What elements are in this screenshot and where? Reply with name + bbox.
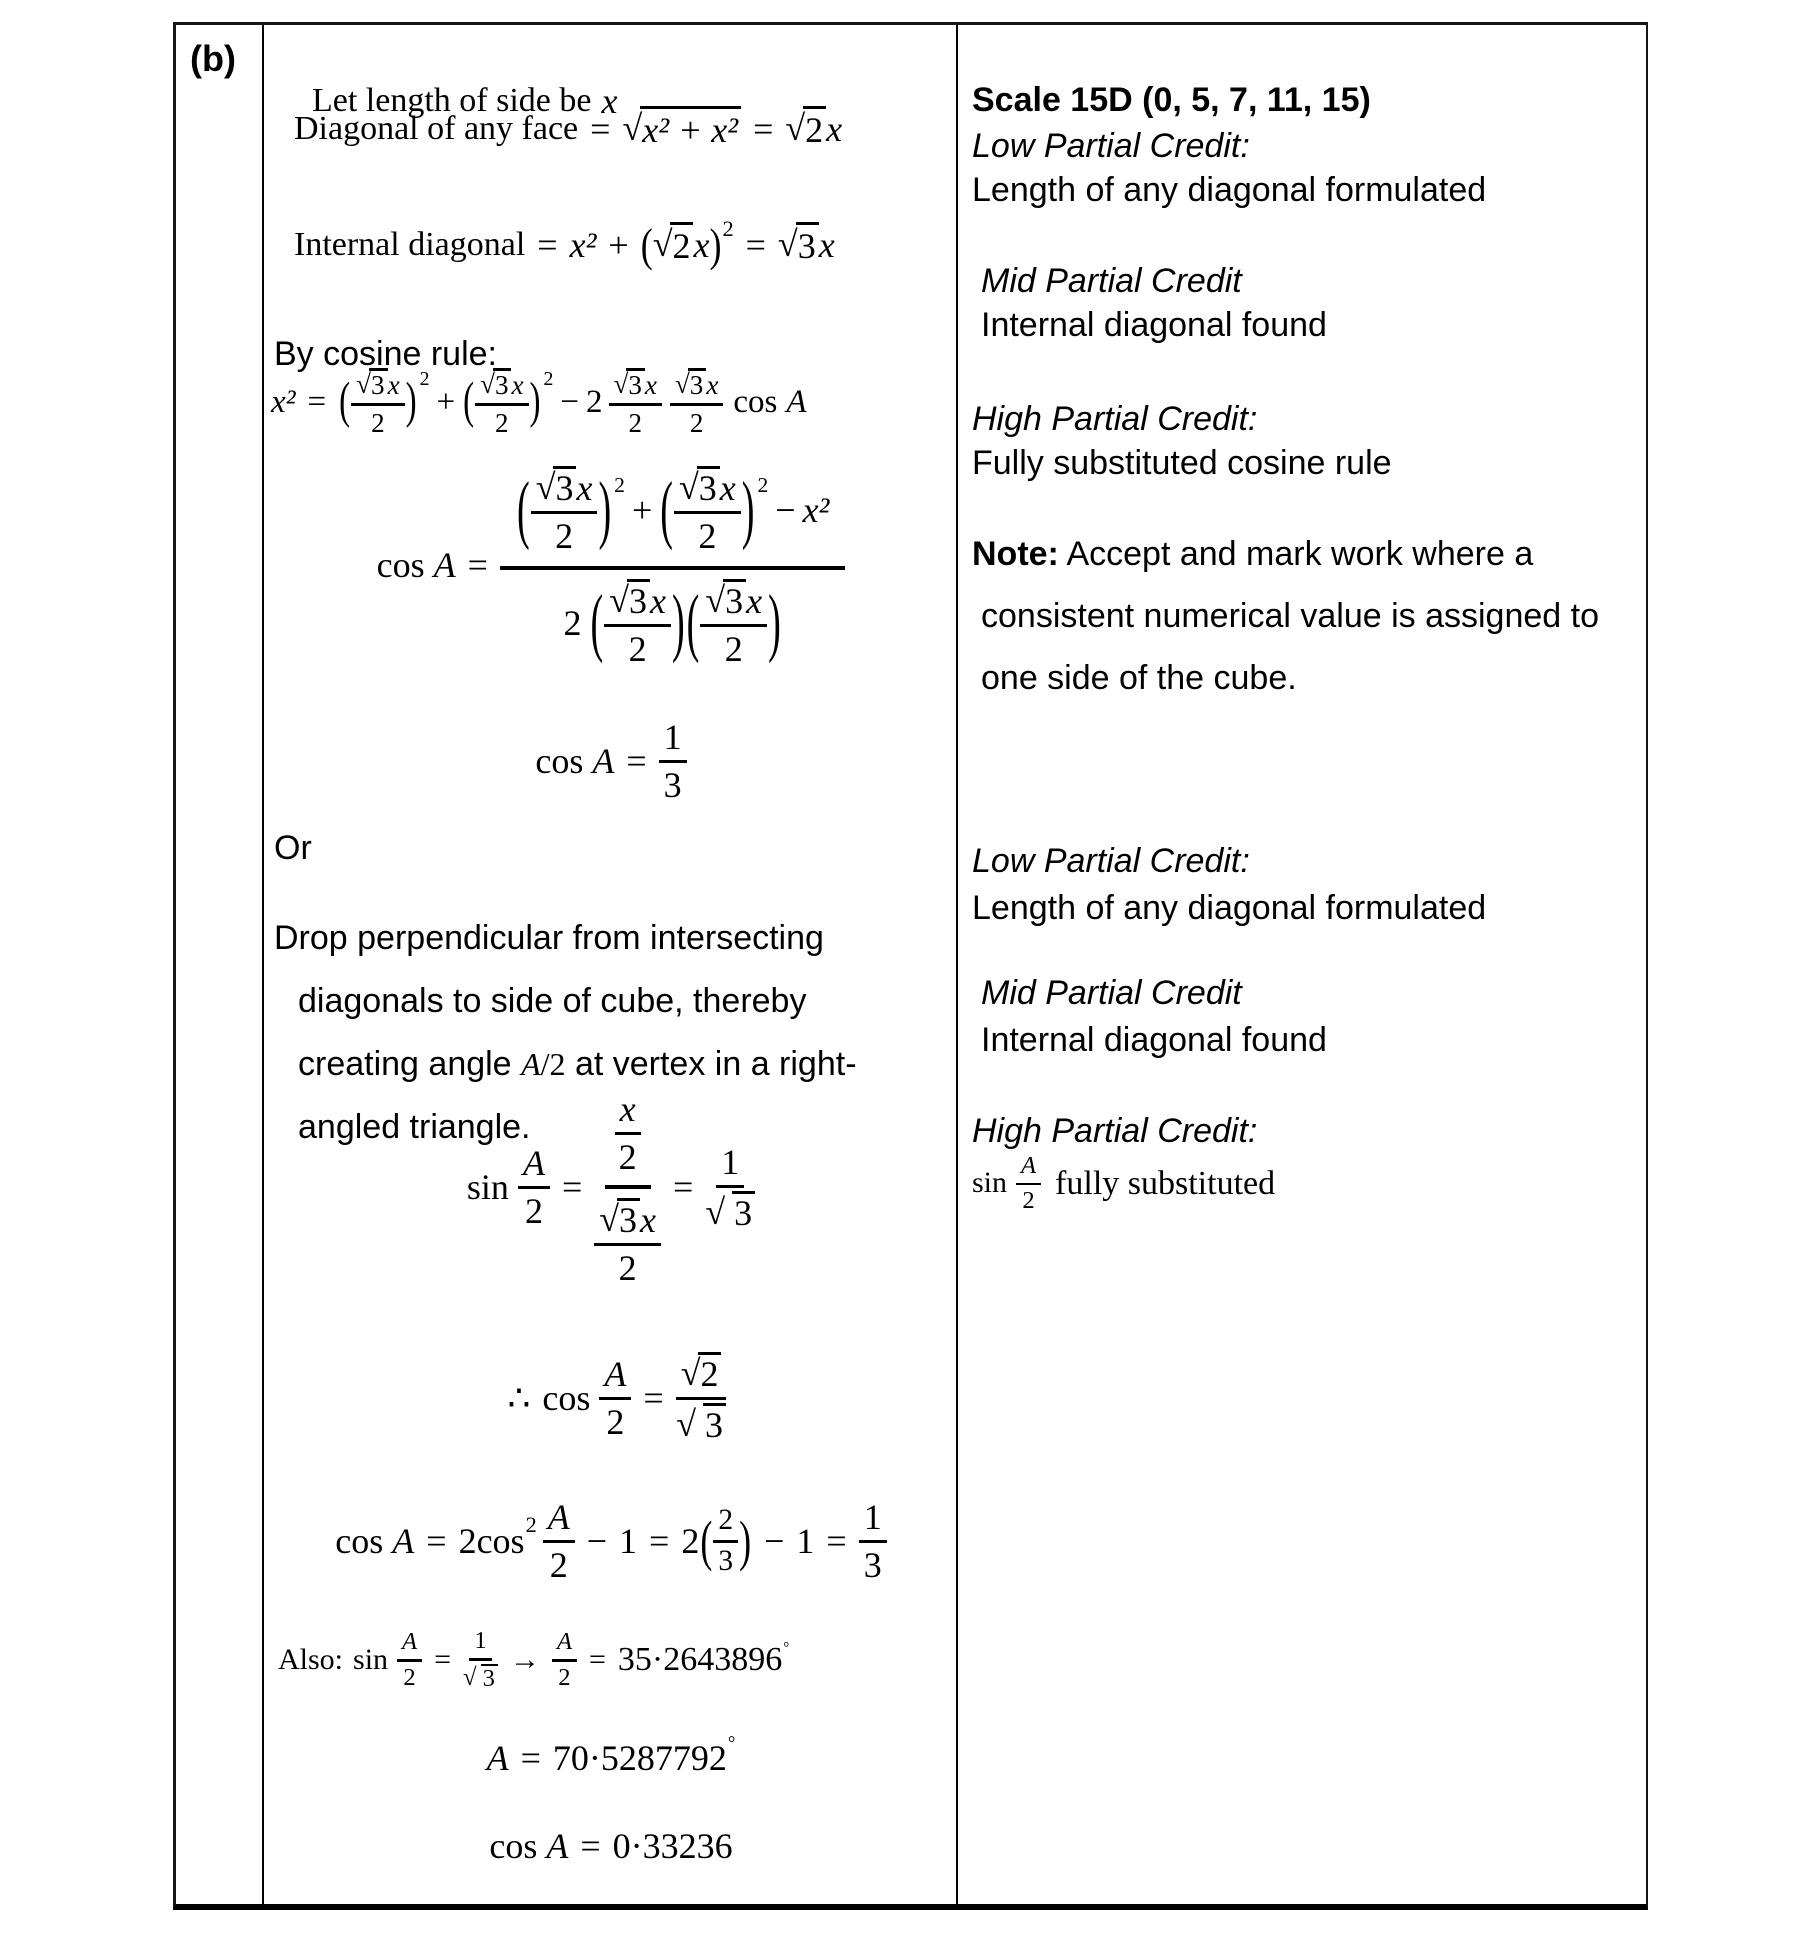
sqrt-sign: √	[785, 107, 806, 148]
var-A: A	[486, 1738, 509, 1778]
denominator: 2	[558, 1663, 571, 1691]
marking-scheme-table	[173, 22, 1648, 1910]
note-paragraph	[972, 523, 1622, 709]
numerator: A	[599, 1354, 631, 1400]
high-partial-credit-label: High Partial Credit:	[972, 400, 1258, 438]
radicand-3: 3	[493, 368, 512, 400]
close-paren: )	[709, 218, 722, 271]
equals-sign: =	[673, 1167, 694, 1208]
fraction-root3x-over-2	[531, 465, 598, 556]
numerator: 1	[659, 717, 687, 763]
sqrt-sign: √	[535, 467, 556, 507]
scale-title: Scale 15D (0, 5, 7, 11, 15)	[972, 81, 1371, 119]
open-paren: (	[660, 468, 673, 553]
cosA-decimal-line	[266, 1825, 956, 1867]
var-x: x	[693, 224, 710, 265]
cos-function: cos	[335, 1520, 384, 1561]
numerator	[609, 367, 662, 406]
face-diagonal-equation	[294, 105, 842, 152]
degree-symbol: °	[727, 1732, 736, 1754]
cos-function: cos	[376, 544, 425, 585]
denominator: 2	[628, 408, 642, 439]
digit-2: 2	[549, 1046, 566, 1082]
sqrt-sign: √	[356, 369, 372, 399]
angle-A-value-line	[266, 1732, 956, 1779]
equals-sign: =	[643, 1377, 664, 1418]
close-paren: )	[671, 581, 685, 666]
fraction-root3x-over-2	[475, 367, 528, 438]
also-label: Also:	[278, 1643, 344, 1677]
marking-cell	[956, 25, 1646, 1904]
denominator	[676, 1400, 726, 1445]
paragraph-line-1: Drop perpendicular from intersecting	[274, 919, 824, 957]
cos-half-A-equation	[266, 1351, 956, 1445]
radicand-3: 3	[688, 368, 707, 400]
mid-partial-credit-label: Mid Partial Credit	[981, 262, 1242, 300]
equals-sign: =	[307, 384, 327, 421]
low-partial-credit-text: Length of any diagonal formulated	[972, 171, 1487, 209]
numerator	[604, 578, 671, 627]
note-label: Note:	[972, 535, 1059, 573]
sqrt-sign: √	[613, 369, 629, 399]
equals-sign: =	[580, 1826, 601, 1866]
plus-sign: +	[436, 384, 456, 421]
denominator: 2	[698, 515, 717, 556]
denominator: 2	[549, 1544, 568, 1585]
cosA-big-fraction-equation	[266, 461, 956, 669]
numerator: 1	[469, 1627, 491, 1661]
sqrt-sign: √	[652, 223, 673, 264]
internal-diagonal-equation	[294, 215, 835, 271]
sqrt-sign: √	[674, 369, 690, 399]
numerator	[676, 1351, 727, 1400]
x-squared: x²	[271, 384, 296, 421]
var-A: A	[433, 544, 456, 585]
close-paren: )	[598, 468, 612, 553]
part-label: (b)	[190, 38, 236, 79]
cosA-decimal-value: 0·33236	[612, 1826, 733, 1866]
var-A: A	[786, 384, 807, 421]
var-A: A	[392, 1520, 415, 1561]
radicand-3: 3	[369, 368, 388, 400]
fraction-root3x-over-2	[594, 1197, 661, 1288]
radicand-3: 3	[553, 466, 576, 508]
equals-sign: =	[588, 1642, 606, 1676]
denominator: 2	[628, 628, 647, 669]
mid-partial-credit-text: Internal diagonal found	[981, 306, 1327, 344]
degree-symbol: °	[783, 1639, 790, 1656]
sqrt-sign: √	[678, 467, 699, 507]
sin-fully-substituted-line	[972, 1152, 1275, 1214]
sqrt-sign: √	[599, 1198, 620, 1239]
arrow-right: →	[509, 1642, 540, 1676]
radicand-3: 3	[481, 1664, 498, 1693]
denominator: 3	[863, 1544, 882, 1585]
high-partial-credit-text-2: fully substituted	[1055, 1164, 1276, 1202]
radicand-3: 3	[723, 579, 746, 621]
equals-sign: =	[467, 544, 488, 585]
denominator: 2	[524, 1191, 543, 1232]
sqrt-sign: √	[622, 107, 643, 148]
fraction-A-over-2	[397, 1628, 422, 1691]
therefore-symbol: ∴	[507, 1377, 531, 1418]
digit-1: 1	[796, 1520, 815, 1561]
var-x: x	[511, 370, 524, 400]
or-text: Or	[274, 829, 312, 867]
cos-function: cos	[542, 1377, 591, 1418]
fraction-one-over-root3	[463, 1627, 498, 1692]
coefficient-2: 2	[681, 1520, 700, 1561]
fraction-A-over-2	[1016, 1152, 1041, 1214]
note-line-3: one side of the cube.	[981, 659, 1297, 697]
equals-sign: =	[520, 1738, 541, 1778]
radicand-3: 3	[732, 1191, 755, 1233]
denominator	[463, 1661, 498, 1693]
sin-function: sin	[466, 1167, 509, 1208]
fraction-A-over-2	[518, 1143, 550, 1231]
equals-sign: =	[649, 1520, 670, 1561]
denominator	[705, 1188, 755, 1233]
exponent-2: 2	[722, 215, 734, 241]
half-angle-value: 35·2643896	[617, 1640, 783, 1678]
radicand-3: 3	[626, 368, 645, 400]
denominator: 2	[555, 515, 574, 556]
sqrt-sign: √	[680, 1353, 701, 1393]
close-paren: )	[768, 581, 781, 666]
part-label-cell	[176, 25, 264, 1904]
radicand-3: 3	[617, 1198, 640, 1240]
exponent-2: 2	[757, 473, 769, 498]
open-paren: (	[516, 468, 530, 553]
sqrt-sign: √	[705, 579, 726, 620]
high-partial-credit-text: Fully substituted cosine rule	[972, 444, 1392, 482]
double-angle-equation	[266, 1497, 956, 1585]
denominator: 3	[718, 1544, 734, 1577]
sin-function: sin	[353, 1642, 389, 1676]
high-partial-credit-label-2: High Partial Credit:	[972, 1112, 1258, 1150]
var-x: x	[719, 468, 736, 508]
angle-A-value: 70·5287792	[552, 1738, 727, 1778]
close-paren: )	[529, 374, 541, 430]
numerator	[351, 367, 404, 406]
denominator: 2	[1022, 1186, 1035, 1214]
radicand-2: 2	[670, 222, 693, 267]
complex-denominator	[594, 1189, 661, 1288]
paragraph-line-4: angled triangle.	[298, 1108, 531, 1146]
x-squared: x²	[802, 490, 830, 531]
by-cosine-rule-text: By cosine rule:	[274, 335, 497, 373]
radicand-2: 2	[803, 106, 826, 151]
solution-cell	[266, 25, 956, 1904]
open-paren: (	[339, 374, 351, 430]
var-x: x	[644, 370, 657, 400]
sqrt-sign: √	[609, 579, 629, 620]
minus-sign: −	[560, 384, 580, 421]
numerator	[670, 367, 723, 406]
open-paren: (	[640, 218, 653, 271]
fraction-root2-over-root3	[676, 1351, 727, 1445]
low-partial-credit-label-2: Low Partial Credit:	[972, 842, 1250, 880]
denominator: 2	[371, 408, 385, 439]
cos-function: cos	[476, 1520, 525, 1561]
close-paren: )	[741, 468, 755, 553]
numerator: A	[518, 1143, 550, 1189]
coefficient-2: 2	[563, 603, 582, 644]
numerator: x	[615, 1089, 641, 1135]
big-fraction	[500, 461, 845, 669]
fraction-root3x-over-2	[351, 367, 404, 438]
sqrt-sign: √	[777, 223, 798, 264]
minus-sign: −	[775, 490, 796, 531]
exponent-2: 2	[543, 368, 554, 391]
var-x: x	[746, 580, 763, 621]
var-x: x	[818, 224, 835, 265]
numerator: A	[1016, 1152, 1041, 1185]
paragraph-line-2: diagonals to side of cube, thereby	[298, 982, 807, 1020]
plus-sign: +	[631, 490, 653, 531]
fraction-A-over-2	[543, 1497, 575, 1585]
cosA-equals-one-third	[266, 717, 956, 805]
denominator: 2	[606, 1401, 625, 1442]
let-side-text: Let length of side be	[312, 82, 592, 119]
numerator	[674, 465, 741, 514]
equals-sign: =	[561, 1167, 583, 1208]
paragraph-line-3-pre: creating angle	[298, 1045, 512, 1083]
low-partial-credit-text-2: Length of any diagonal formulated	[972, 889, 1487, 927]
cos-function: cos	[733, 384, 778, 421]
exponent-2: 2	[525, 1512, 537, 1538]
equals-sign: =	[626, 740, 647, 781]
denominator: 2	[403, 1663, 416, 1691]
fraction-root3x-over-2	[670, 367, 723, 438]
sqrt-sign: √	[705, 1191, 726, 1232]
sin-half-A-equation	[266, 1087, 956, 1288]
numerator	[531, 465, 598, 514]
open-paren: (	[463, 374, 475, 430]
radicand-3: 3	[703, 1403, 726, 1445]
denominator: 2	[495, 408, 509, 439]
plus-sign: +	[608, 224, 629, 265]
equals-sign: =	[590, 108, 611, 149]
denominator: 2	[618, 1247, 637, 1288]
radicand-x2-plus-x2: x² + x²	[640, 106, 741, 151]
var-A: A	[521, 1046, 541, 1082]
mid-partial-credit-label-2: Mid Partial Credit	[981, 974, 1242, 1012]
numerator	[700, 578, 767, 627]
equals-sign: =	[426, 1520, 447, 1561]
open-paren: (	[590, 581, 604, 666]
numerator: 2	[713, 1504, 738, 1543]
close-paren: )	[739, 1509, 752, 1572]
slash: /	[540, 1046, 550, 1082]
radicand-3: 3	[796, 222, 819, 267]
denominator: 2	[689, 408, 704, 439]
fraction-two-thirds	[713, 1504, 738, 1578]
radicand-3: 3	[697, 466, 720, 508]
x-squared: x²	[569, 224, 597, 265]
var-x: x	[387, 370, 400, 400]
fraction-one-over-root3	[705, 1142, 755, 1233]
fraction-x-over-2	[615, 1089, 641, 1177]
big-fraction-numerator	[500, 461, 845, 570]
digit-1: 1	[619, 1520, 638, 1561]
note-line-1: Accept and mark work where a	[1066, 535, 1534, 573]
equals-sign: =	[826, 1520, 847, 1561]
sqrt-sign: √	[462, 1663, 477, 1691]
minus-sign: −	[586, 1520, 608, 1561]
sqrt-sign: √	[480, 369, 495, 399]
denominator: 3	[663, 764, 682, 805]
numerator: 1	[716, 1142, 744, 1188]
fraction-one-third	[659, 717, 687, 805]
fraction-root3x-over-2	[609, 367, 662, 438]
numerator: A	[552, 1628, 577, 1662]
exponent-2: 2	[614, 473, 625, 498]
denominator: 2	[724, 628, 743, 669]
also-sin-equation	[278, 1627, 789, 1692]
face-diagonal-label: Diagonal of any face	[294, 110, 579, 147]
note-line-2: consistent numerical value is assigned to	[981, 597, 1599, 635]
numerator	[475, 367, 528, 406]
equals-sign: =	[745, 224, 766, 265]
fraction-one-third	[859, 1497, 887, 1585]
cos-function: cos	[489, 1826, 538, 1866]
complex-fraction	[594, 1087, 661, 1288]
sin-function: sin	[972, 1166, 1008, 1200]
var-A: A	[546, 1826, 569, 1866]
var-x: x	[649, 580, 666, 621]
denominator: 2	[618, 1136, 637, 1177]
equals-sign: =	[753, 108, 774, 149]
equals-sign: =	[434, 1642, 451, 1676]
complex-numerator	[605, 1087, 651, 1189]
equals-sign: =	[537, 224, 558, 265]
var-x: x	[826, 108, 843, 149]
open-paren: (	[700, 1509, 713, 1572]
sqrt-sign: √	[676, 1403, 696, 1444]
numerator: 1	[859, 1497, 887, 1543]
cos-function: cos	[535, 740, 584, 781]
paragraph-line-3-post: at vertex in a right-	[574, 1045, 857, 1083]
var-x: x	[706, 370, 719, 400]
numerator: A	[543, 1497, 575, 1543]
fraction-root3x-over-2	[604, 578, 671, 669]
minus-sign: −	[764, 1520, 785, 1561]
radicand-3: 3	[627, 579, 650, 621]
var-x: x	[601, 80, 618, 121]
close-paren: )	[405, 374, 417, 430]
fraction-root3x-over-2	[674, 465, 741, 556]
var-x: x	[576, 468, 593, 508]
coefficient-2: 2	[458, 1520, 477, 1561]
fraction-A-over-2	[552, 1628, 577, 1691]
var-x: x	[640, 1199, 656, 1240]
coefficient-2: 2	[586, 384, 603, 421]
big-fraction-denominator	[563, 570, 781, 669]
radicand-2: 2	[698, 1352, 721, 1394]
cosine-rule-substituted-equation	[271, 367, 807, 438]
mid-partial-credit-text-2: Internal diagonal found	[981, 1021, 1327, 1059]
var-A: A	[592, 740, 615, 781]
low-partial-credit-label: Low Partial Credit:	[972, 127, 1250, 165]
exponent-2: 2	[419, 368, 430, 391]
numerator	[594, 1197, 661, 1246]
fraction-root3x-over-2	[700, 578, 767, 669]
fraction-A-over-2	[599, 1354, 631, 1442]
internal-diagonal-label: Internal diagonal	[294, 226, 526, 263]
open-paren: (	[686, 581, 700, 666]
numerator: A	[397, 1628, 422, 1662]
